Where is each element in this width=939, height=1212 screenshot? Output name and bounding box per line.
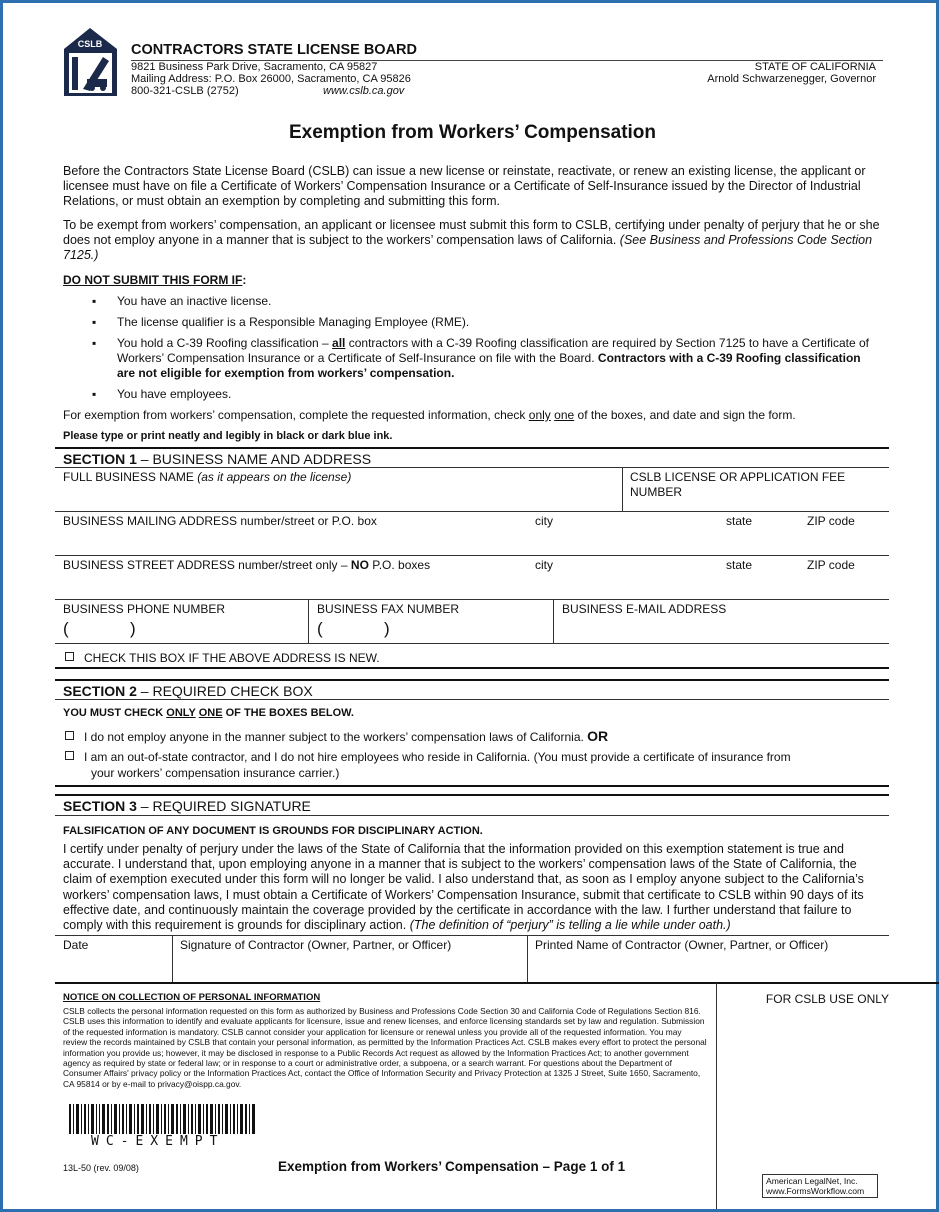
bullet-dot: ▪ (92, 294, 97, 308)
fax-label: BUSINESS FAX NUMBER (317, 602, 460, 616)
phone-label: BUSINESS PHONE NUMBER (63, 602, 226, 616)
printed-name-label: Printed Name of Contractor (Owner, Partner, or Officer) (535, 938, 829, 952)
fax-field[interactable] (327, 619, 547, 641)
office-use-label: FOR CSLB USE ONLY (765, 992, 890, 1006)
street-state-label: state (726, 558, 753, 572)
org-name: CONTRACTORS STATE LICENSE BOARD (131, 42, 417, 58)
legalnet-url[interactable]: www.FormsWorkflow.com (766, 1186, 865, 1196)
bullet-employees: You have employees. (117, 387, 232, 401)
address-line-2: Mailing Address: P.O. Box 26000, Sacramento, CA 95826 (131, 73, 411, 85)
bullet-dot: ▪ (92, 387, 97, 401)
mailing-address-field[interactable] (63, 531, 881, 553)
email-label: BUSINESS E-MAIL ADDRESS (562, 602, 727, 616)
street-zip-label: ZIP code (807, 558, 855, 572)
website-link[interactable]: www.cslb.ca.gov (323, 85, 405, 97)
state-label: STATE OF CALIFORNIA (754, 61, 876, 73)
new-address-checkbox-row[interactable]: CHECK THIS BOX IF THE ABOVE ADDRESS IS NEW. (65, 651, 380, 666)
mailing-address-label: BUSINESS MAILING ADDRESS number/street or P.O. box (63, 514, 377, 528)
signature-field[interactable] (180, 955, 520, 980)
printed-name-field[interactable] (535, 955, 881, 980)
certification-text: I certify under penalty of perjury under the laws of the State of California that the information provided on this exemption statement is true and accurate. I understand that, upon employing anyone in a manner that is subject to the workers’ compensation laws of the State of California, the claim of exemption executed under this form will no longer be valid. I also understand that, as soon as I employ anyone subject to the California’s workers’ compensation laws, I must obtain a Certificate of Workers’ Compensation Insurance, submit that certificate to CSLB within 90 days of its effective date, and continuously maintain the coverage provided by the certificate in accordance with the law. I further understand that failure to comply with this requirement is grounds for disciplinary action. (The definition of “perjury” is telling a lie while under oath.) (63, 842, 864, 933)
mailing-state-label: state (726, 514, 753, 528)
option-out-of-state-row[interactable]: I am an out-of-state contractor, and I do not hire employees who reside in California. (You must provide a certificate of insurance from (65, 750, 885, 765)
legalnet-name: American LegalNet, Inc. (766, 1176, 858, 1186)
do-not-submit-heading: DO NOT SUBMIT THIS FORM IF: (63, 273, 247, 287)
exemption-instructions: For exemption from workers’ compensation, complete the requested information, check only one of the boxes, and date and sign the form. (63, 408, 796, 422)
intro-paragraph-2: To be exempt from workers’ compensation, an applicant or licensee must submit this form to CSLB, certifying under penalty of perjury that he or she does not employ anyone in a manner that is subject to the workers’ compensation laws of California. (See Business and Professions Code Section 7125.) (63, 218, 880, 262)
notice-body: CSLB collects the personal information requested on this form as authorized by Business and Professions Code Section 30 and California Code of Regulations Section 816. CSLB uses this information to identify and evaluate applicants for licensure, issue and renew licenses, and enforce licensing standards set by law and regulation. Submission of the requested information is mandatory. CSLB cannot consider your application for licensure or renewal unless you provide all of the requested information. You may review the records maintained by CSLB that contain your personal information, as permitted by the Information Practices Act. CSLB makes every effort to protect the personal information you provide us; however, it may be disclosed in response to a Public Records Act request as allowed by the Information Practices Act; to another government agency as required by state or federal law; or in response to a court or administrative order, a subpoena, or a search warrant. For questions about the Department of Consumer Affairs' privacy policy or the Information Practices Act, contact the Office of Information Security and Privacy Protection at 1325 J Street, Suite 1650, Sacramento, CA 95814 or by e-mail to privacy@oispp.ca.gov. (63, 1006, 707, 1089)
date-field[interactable] (63, 955, 167, 980)
bullet-dot: ▪ (92, 315, 97, 329)
business-name-field[interactable] (63, 487, 615, 509)
bullet-inactive-license: You have an inactive license. (117, 294, 272, 308)
form-number: 13L-50 (rev. 09/08) (63, 1163, 139, 1173)
bullet-dot: ▪ (92, 336, 97, 350)
fax-area-close: ) (384, 619, 390, 638)
new-address-checkbox[interactable] (65, 652, 74, 661)
out-of-state-checkbox[interactable] (65, 751, 74, 760)
phone-number: 800-321-CSLB (2752) (131, 85, 239, 97)
mailing-city-label: city (535, 514, 553, 528)
date-label: Date (63, 938, 89, 952)
bullet-c39-roofing: You hold a C-39 Roofing classification – all contractors with a C-39 Roofing classification are required by Section 7125 to have a Certificate of Workers’ Compensation Insurance or a Certificate of Self-Insurance on file with the Board. Contractors with a C-39 Roofing classification are not eligible for exemption from workers’ compensation. (117, 336, 869, 380)
option-no-employees-row[interactable]: I do not employ anyone in the manner subject to the workers’ compensation laws of California. OR (65, 729, 608, 745)
section-2-title: SECTION 2 – REQUIRED CHECK BOX (63, 683, 313, 699)
phone-field[interactable] (73, 619, 298, 641)
falsification-warning: FALSIFICATION OF ANY DOCUMENT IS GROUNDS FOR DISCIPLINARY ACTION. (63, 825, 483, 837)
street-address-field[interactable] (63, 575, 881, 597)
license-number-label: CSLB LICENSE OR APPLICATION FEE NUMBER (630, 470, 846, 499)
intro-paragraph-1: Before the Contractors State License Board (CSLB) can issue a new license or reinstate, reactivate, or renew an existing license, the applicant or licensee must have on file a Certificate of Workers’ Compensation Insurance or a Certificate of Self-Insurance issued by the Director of Industrial Relations, or must obtain an exemption by completing and submitting this form. (63, 164, 866, 208)
governor-label: Arnold Schwarzenegger, Governor (707, 73, 876, 85)
fax-area-open: ( (317, 619, 323, 638)
section-3-title: SECTION 3 – REQUIRED SIGNATURE (63, 798, 311, 814)
no-employees-checkbox[interactable] (65, 731, 74, 740)
signature-label: Signature of Contractor (Owner, Partner, or Officer) (180, 938, 452, 952)
street-city-label: city (535, 558, 553, 572)
ink-note: Please type or print neatly and legibly in black or dark blue ink. (63, 430, 393, 442)
address-line-1: 9821 Business Park Drive, Sacramento, CA 95827 (131, 61, 378, 73)
page-title: Exemption from Workers’ Compensation (288, 122, 657, 143)
footer-page-title: Exemption from Workers’ Compensation – Page 1 of 1 (278, 1159, 626, 1174)
mailing-zip-label: ZIP code (807, 514, 855, 528)
check-one-instructions: YOU MUST CHECK ONLY ONE OF THE BOXES BELOW. (63, 707, 354, 719)
option-out-of-state-continued: your workers’ compensation insurance carrier.) (91, 766, 340, 780)
street-address-label: BUSINESS STREET ADDRESS number/street only – NO P.O. boxes (63, 558, 431, 572)
cslb-logo (63, 27, 118, 97)
email-field[interactable] (562, 619, 882, 641)
phone-area-open: ( (63, 619, 69, 638)
bullet-rme: The license qualifier is a Responsible Managing Employee (RME). (117, 315, 470, 329)
legalnet-box (762, 1174, 878, 1198)
phone-area-close: ) (130, 619, 136, 638)
license-number-field[interactable] (630, 499, 880, 511)
svg-text:CSLB: CSLB (77, 39, 103, 49)
section-1-title: SECTION 1 – BUSINESS NAME AND ADDRESS (63, 451, 372, 467)
notice-heading: NOTICE ON COLLECTION OF PERSONAL INFORMATION (63, 992, 321, 1003)
business-name-label: FULL BUSINESS NAME (as it appears on the license) (63, 470, 352, 484)
barcode-text: WC-EXEMPT (91, 1134, 225, 1149)
